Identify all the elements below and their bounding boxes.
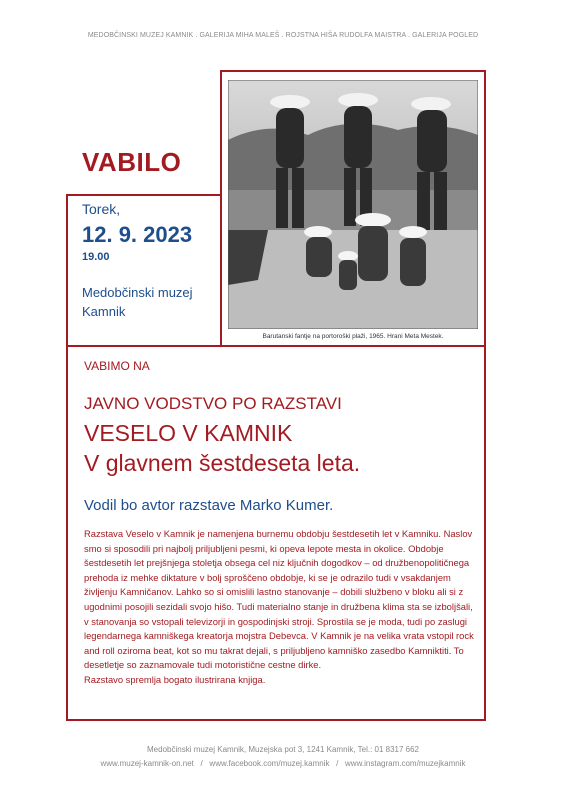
invitation-title: VABILO	[82, 147, 182, 177]
footer-address: Medobčinski muzej Kamnik, Muzejska pot 3, 1241 Kamnik, Tel.: 01 8317 662	[147, 745, 419, 754]
event-day: Torek,	[82, 201, 121, 217]
footer-links: www.muzej-kamnik-on.net / www.facebook.com/muzej.kamnik / www.instagram.com/muzejkamnik	[100, 759, 466, 768]
event-venue	[82, 283, 212, 321]
venue-line-2: Kamnik	[82, 304, 126, 319]
invite-lead: VABIMO NA	[84, 359, 150, 373]
guide-line: Vodil bo avtor razstave Marko Kumer.	[84, 497, 334, 514]
description-paragraph: Razstava Veselo v Kamnik je namenjena burnemu obdobju šestdesetih let v Kamniku. Naslov smo si sposodili pri najbolj priljubljeni pesmi, ki opeva lepote mesta in okolice. Obdobje šestdesetih let prejšnjega stoletja obsega cel niz ključnih dogodkov – od družbenopolitičnega prehoda iz mehke diktature v bolj sproščeno obdobje, ki se je odrazilo tudi v vsakdanjem življenju Kamničanov. Lahko so si omislili lastno stanovanje – dobili službeno v bloku ali si z ugodnimi posojili sezidali svojo hišo. Tudi materialno stanje in družbena klima sta se izboljšali, v stanovanja so vstopali televizorji in gospodinjski stroji. Sprostila se je moda, tudi po zaslugi legendarnega kamniškega kreatorja mojstra Debevca. V Kamnik je na velika vrata vstopil rock and roll oziroma beat, kot so mu takrat dejali, s priljubljeno kamniško zasedbo Kamniktiti. To desetletje so zaznamovale tudi motoristične cestne dirke.	[84, 528, 474, 671]
photo-caption: Barutanski fantje na portoroški plaži, 1965. Hrani Meta Mestek.	[262, 333, 444, 340]
event-type: JAVNO VODSTVO PO RAZSTAVI	[84, 394, 342, 413]
beach-photo	[228, 80, 478, 329]
event-description	[84, 527, 480, 688]
event-title: VESELO V KAMNIK	[84, 420, 293, 446]
event-date: 12. 9. 2023	[82, 222, 193, 247]
event-time: 19.00	[82, 251, 110, 263]
closing-line: Razstavo spremlja bogato ilustrirana knjiga.	[84, 673, 266, 685]
institutions-header: MEDOBČINSKI MUZEJ KAMNIK . GALERIJA MIHA MALEŠ . ROJSTNA HIŠA RUDOLFA MAISTRA . GALERIJA POGLED	[87, 32, 479, 39]
venue-line-1: Medobčinski muzej	[82, 285, 193, 300]
event-subtitle: V glavnem šestdeseta leta.	[84, 450, 361, 476]
beach-photo-image	[228, 80, 478, 329]
